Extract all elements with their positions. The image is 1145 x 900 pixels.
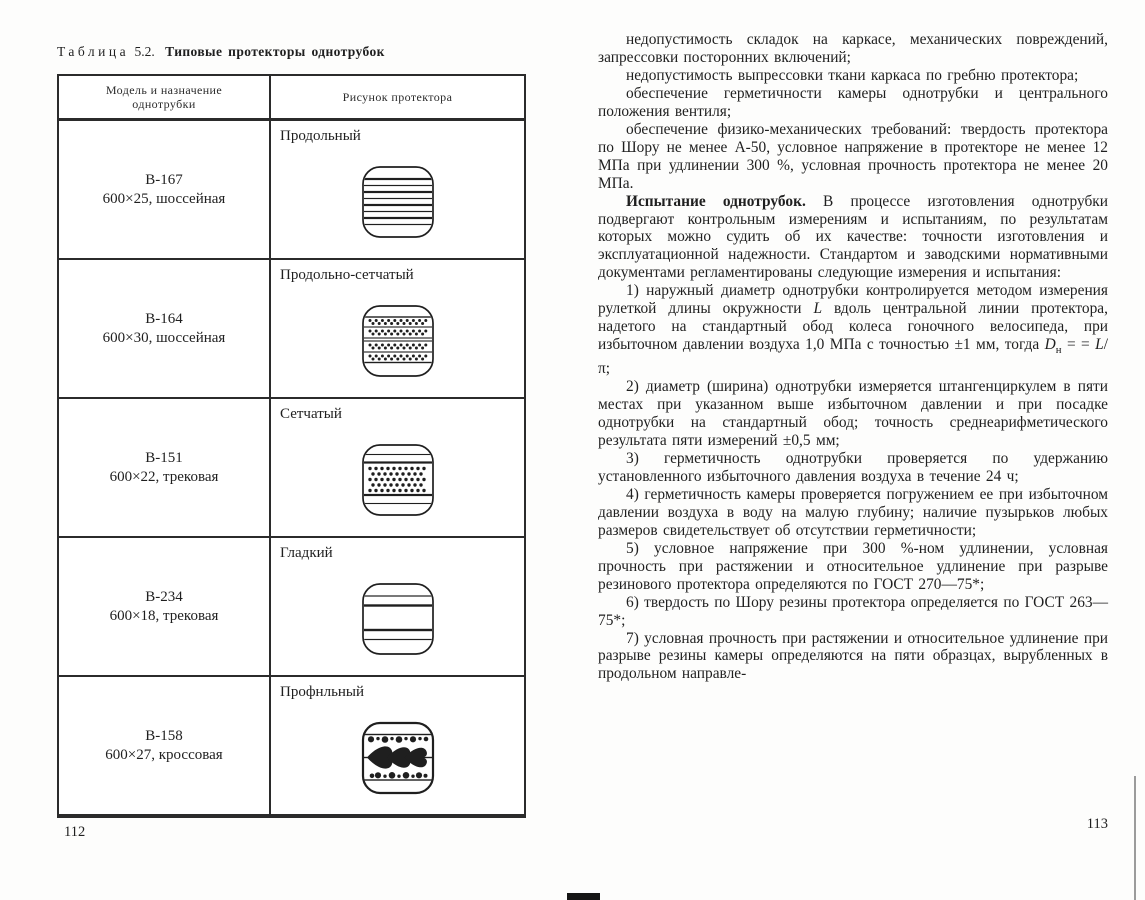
text-run: недопустимость выпрессовки ткани каркаса по гребню протектора; [626,66,1079,84]
text-run: вдоль центральной линии протектора, надетого на стандартный обод колеса гоночного велосипеда, при избыточном давлении воздуха 1,0 МПа с точностью ±1 мм, тогда [598,300,1108,354]
page-number-right: 113 [1086,816,1108,832]
table-row [59,399,524,538]
model-name: В-167 [145,171,183,188]
text-run: 5) условное напряжение при 300 %-ном удлинении, условная прочность при растяжении и относительное удлинение при разрыве резинового протектора определяются по ГОСТ 270—75*; [598,539,1108,593]
pattern-cell [271,538,524,675]
model-cell [59,399,271,536]
pattern-cell [271,677,524,814]
paragraph [598,630,1108,684]
text-run: 1) наружный диаметр однотрубки контролируется методом измерения рулеткой длины окружности [598,282,1108,318]
model-name: В-164 [145,310,183,327]
tread-pattern-profiled-icon [361,721,435,795]
scan-bottom-mark [567,893,600,900]
model-cell [59,121,271,258]
model-name: В-234 [145,588,183,605]
text-run: D [1044,336,1056,354]
page-number-left: 112 [64,824,86,840]
text-run: = = [1061,336,1096,354]
text-run: В процессе изготовления однотрубки подвергают контрольным измерениям и испытаниям, по результатам которых можно судить об их качестве: точности изготовления и эксплуатационной надежности. Стандартом и заводскими нормативными документами регламентированы следующие измерения и испытания: [598,192,1108,282]
header-cell-pattern-label: Рисунок протектора [342,90,453,104]
pattern-cell [271,399,524,536]
pattern-cell [271,260,524,397]
table-row [59,538,524,677]
table-title-text: Типовые протекторы однотрубок [165,44,385,59]
pattern-cell [271,121,524,258]
text-run: L [813,300,823,318]
pattern-label: Продольно-сетчатый [280,267,414,283]
text-run: 2) диаметр (ширина) однотрубки измеряется штангенциркулем в пяти местах при указанном выше избыточном давлении и при посадке однотрубки на стандартный обод; точность среднеарифметического результата пяти измерений ±0,5 мм; [598,378,1108,450]
text-run: 7) условная прочность при растяжении и относительное удлинение при разрыве резины камеры определяются на пяти образцах, вырубленных в продольном направле- [598,629,1108,683]
table-row [59,121,524,260]
pattern-illustration-wrap [271,562,524,675]
text-run: обеспечение физико-механических требований: твердость протектора по Шору не менее А-50, условное напряжение в протекторе не менее 12 МПа при удлинении 300 %, условная прочность протектора не менее 20 МПа. [598,120,1108,192]
paragraph [598,486,1108,540]
text-run: н [1055,344,1062,357]
model-cell [59,260,271,397]
table-row [59,677,524,816]
model-spec: 600×18, трековая [109,607,219,624]
model-cell [59,677,271,814]
right-page-text [598,31,1108,683]
tread-pattern-mesh-icon [361,443,435,517]
scan-page-edge [1134,776,1136,900]
text-run: Испытание однотрубок. [626,192,806,210]
tread-pattern-longitudinal-mesh-icon [361,304,435,378]
text-run: 6) твердость по Шору резины протектора определяется по ГОСТ 263—75*; [598,593,1108,629]
pattern-label: Продольный [280,128,361,144]
model-spec: 600×22, трековая [109,468,219,485]
header-cell-pattern [271,76,524,118]
model-name: В-151 [145,449,183,466]
model-name: В-158 [145,727,183,744]
tread-table [57,74,526,818]
paragraph [598,85,1108,121]
pattern-illustration-wrap [271,423,524,536]
tread-pattern-smooth-icon [361,582,435,656]
paragraph [598,450,1108,486]
paragraph [598,282,1108,378]
header-cell-model [59,76,271,118]
table-title [57,44,385,60]
paragraph [598,540,1108,594]
table-title-number: 5.2. [134,44,155,59]
text-run: L [1095,336,1104,354]
pattern-illustration-wrap [271,701,524,814]
pattern-label: Сетчатый [280,406,342,422]
paragraph [598,31,1108,67]
model-spec: 600×25, шоссейная [102,190,226,207]
pattern-label: Гладкий [280,545,333,561]
table-title-word: Таблица [57,44,130,59]
header-cell-model-label: Модель и назначение однотрубки [105,83,223,111]
text-run: /π; [598,336,1108,378]
paragraph [598,121,1108,193]
text-run: 4) герметичность камеры проверяется погружением ее при избыточном давлении воздуха в воду на малую глубину; наличие пузырьков любых размеров свидетельствует об отсутствии герметичности; [598,485,1108,539]
model-spec: 600×27, кроссовая [105,746,223,763]
paragraph [598,193,1108,283]
pattern-illustration-wrap [271,145,524,258]
table-header-row [59,76,524,121]
pattern-illustration-wrap [271,284,524,397]
model-cell [59,538,271,675]
text-run: обеспечение герметичности камеры однотрубки и центрального положения вентиля; [598,84,1108,120]
tread-pattern-longitudinal-icon [361,165,435,239]
table-row [59,260,524,399]
model-spec: 600×30, шоссейная [102,329,226,346]
text-run: 3) герметичность однотрубки проверяется по удержанию установленного избыточного давления воздуха в течение 24 ч; [598,450,1108,485]
paragraph [598,378,1108,450]
text-run: недопустимость складок на каркасе, механических повреждений, запрессовки посторонних включений; [598,31,1108,66]
paragraph [598,67,1108,85]
paragraph [598,594,1108,630]
pattern-label: Профнльный [280,684,365,700]
